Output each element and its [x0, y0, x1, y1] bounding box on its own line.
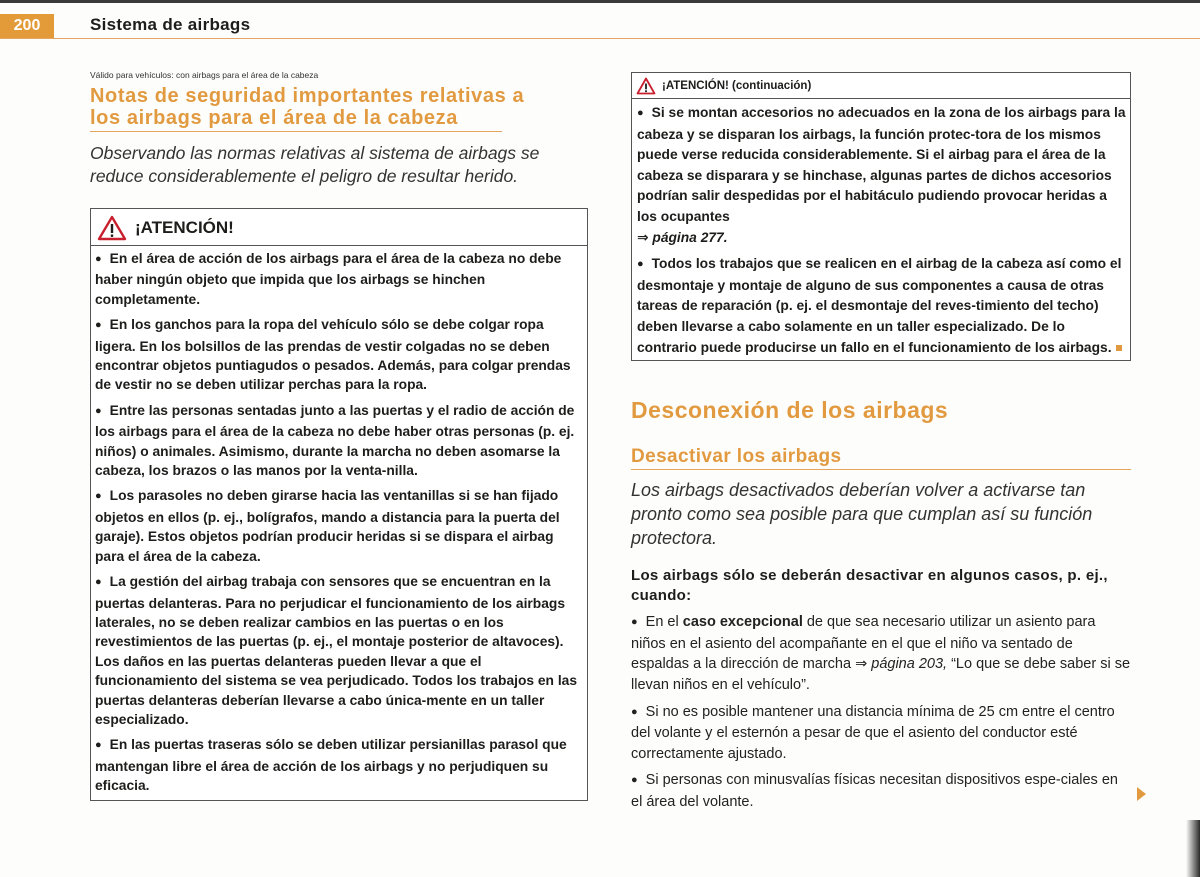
- case-item: ● Si personas con minusvalías físicas necesitan dispositivos espe-ciales en el área del volante.: [631, 772, 1118, 810]
- bullet-icon: ●: [95, 319, 102, 332]
- warning-continued-title: ¡ATENCIÓN! (continuación): [662, 80, 812, 92]
- warning-triangle-icon: [636, 77, 656, 95]
- section-heading-line-1: Notas de seguridad importantes relativas a: [90, 85, 525, 107]
- section-title: Desconexión de los airbags: [631, 397, 949, 424]
- bullet-icon: ●: [631, 616, 638, 629]
- warning-title: ¡ATENCIÓN!: [135, 218, 234, 237]
- warning-item: ● En el área de acción de los airbags para el área de la cabeza no debe haber ningún objeto que impida que los airbags se hinchen completamente.: [95, 251, 562, 307]
- warning-box: [90, 208, 588, 801]
- warning-item: ● En los ganchos para la ropa del vehículo sólo se debe colgar ropa ligera. En los bolsillos de las prendas de vestir colgadas no se deben encontrar objetos puntiagudos o pesados. Además, para colgar prendas de vestir no se deben utilizar perchas para la ropa.: [95, 317, 571, 393]
- page-number: 200: [0, 14, 54, 38]
- right-column: [631, 72, 1131, 818]
- left-column: [90, 70, 588, 801]
- warning-item: ● En las puertas traseras sólo se deben utilizar persianillas parasol que mantengan libre el área de acción de los airbags y no perjudiquen su eficacia.: [95, 737, 567, 794]
- warning-item: ● Entre las personas sentadas junto a las puertas y el radio de acción de los airbags para el área de la cabeza no debe haber otras personas (p. ej. niños) o animales. Asimismo, durante la marcha no deben asomarse la cabeza, los brazos o las manos por la venta-nilla.: [95, 402, 575, 479]
- bullet-icon: ●: [95, 490, 102, 503]
- next-page-arrow-icon[interactable]: [1137, 787, 1146, 801]
- bullet-icon: ●: [95, 739, 102, 752]
- header-rule: [0, 38, 1200, 39]
- warning-continued-body: [632, 99, 1130, 360]
- warning-item: ● La gestión del airbag trabaja con sensores que se encuentran en la puertas delanteras. Para no perjudicar el funcionamiento de los airbags laterales, no se deben realizar cambios en las puertas o en los revestimientos de las puertas (p. ej., el montaje posterior de altavoces). Los daños en las puertas delanteras pueden llevar a que el funcionamiento del sistema se vea perjudicado. Todos los trabajos en las puertas delanteras deberían llevarse a cabo única-mente en un taller especializado.: [95, 574, 578, 727]
- cases-heading: Los airbags sólo se deberán desactivar en algunos casos, p. ej., cuando:: [631, 567, 1108, 605]
- sub-title-rule: [631, 469, 1131, 470]
- warning-item: ● Todos los trabajos que se realicen en el airbag de la cabeza así como el desmontaje y montaje de alguno de sus componentes a causa de otras tareas de reparación (p. ej. el desmontaje del reves-timiento del techo) deben llevarse a cabo solamente en un taller especializado. De lo contrario puede producirse un fallo en el funcionamiento de los airbags.: [637, 256, 1122, 355]
- warning-body: [91, 246, 587, 800]
- page-reference-link[interactable]: ⇒ página 203,: [855, 656, 948, 673]
- bullet-icon: ●: [95, 404, 102, 417]
- end-mark-icon: [1116, 345, 1122, 351]
- bullet-icon: ●: [95, 576, 102, 589]
- bullet-icon: ●: [637, 258, 644, 271]
- warning-continued-header: [632, 73, 1130, 99]
- warning-continued-box: [631, 72, 1131, 361]
- bullet-icon: ●: [95, 253, 102, 265]
- intro-text: Observando las normas relativas al sistema de airbags se reduce considerablemente el peligro de resultar herido.: [90, 143, 540, 186]
- page-edge: [1186, 820, 1200, 877]
- section-heading-line-2: los airbags para el área de la cabeza: [90, 107, 458, 129]
- case-item: ● En el caso excepcional de que sea necesario utilizar un asiento para niños en el asiento del acompañante en el que el niño va sentado de espaldas a la dirección de marcha ⇒ página 203, “Lo que se debe saber si se llevan niños en el vehículo”.: [631, 614, 1131, 693]
- chapter-title: Sistema de airbags: [90, 15, 251, 34]
- case-item: ● Si no es posible mantener una distancia mínima de 25 cm entre el centro del volante y el esternón a pesar de que el asiento del conductor esté correctamente ajustado.: [631, 703, 1115, 762]
- warning-header: [91, 209, 587, 246]
- sub-title: Desactivar los airbags: [631, 446, 842, 468]
- section-heading: [90, 85, 588, 129]
- bullet-icon: ●: [631, 774, 638, 787]
- warning-triangle-icon: [97, 215, 127, 241]
- intro-text-right: Los airbags desactivados deberían volver a activarse tan pronto como sea posible para que cumplan así su función protectora.: [631, 480, 1093, 549]
- bullet-icon: ●: [631, 705, 638, 718]
- warning-item: ● Si se montan accesorios no adecuados en la zona de los airbags para la cabeza y se disparan los airbags, la función protec-tora de los mismos puede verse reducida considerablemente. Si el airbag para el área de la cabeza se disparara y se hinchase, algunas partes de dichos accesorios podrían salir despedidas por el habitáculo pudiendo provocar heridas a los ocupantes ⇒ página 277.: [637, 105, 1126, 245]
- validity-note: Válido para vehículos: con airbags para el área de la cabeza: [90, 70, 319, 80]
- warning-item: ● Los parasoles no deben girarse hacia las ventanillas si se han fijado objetos en ellos (p. ej., bolígrafos, mando a distancia para la puerta del garaje). Estos objetos podrían producir heridas si se dispara el airbag para el área de la cabeza.: [95, 488, 560, 564]
- heading-rule: [90, 131, 502, 132]
- page-reference-link[interactable]: ⇒ página 277.: [637, 229, 728, 245]
- top-rule: [0, 0, 1200, 3]
- bullet-icon: ●: [637, 107, 644, 119]
